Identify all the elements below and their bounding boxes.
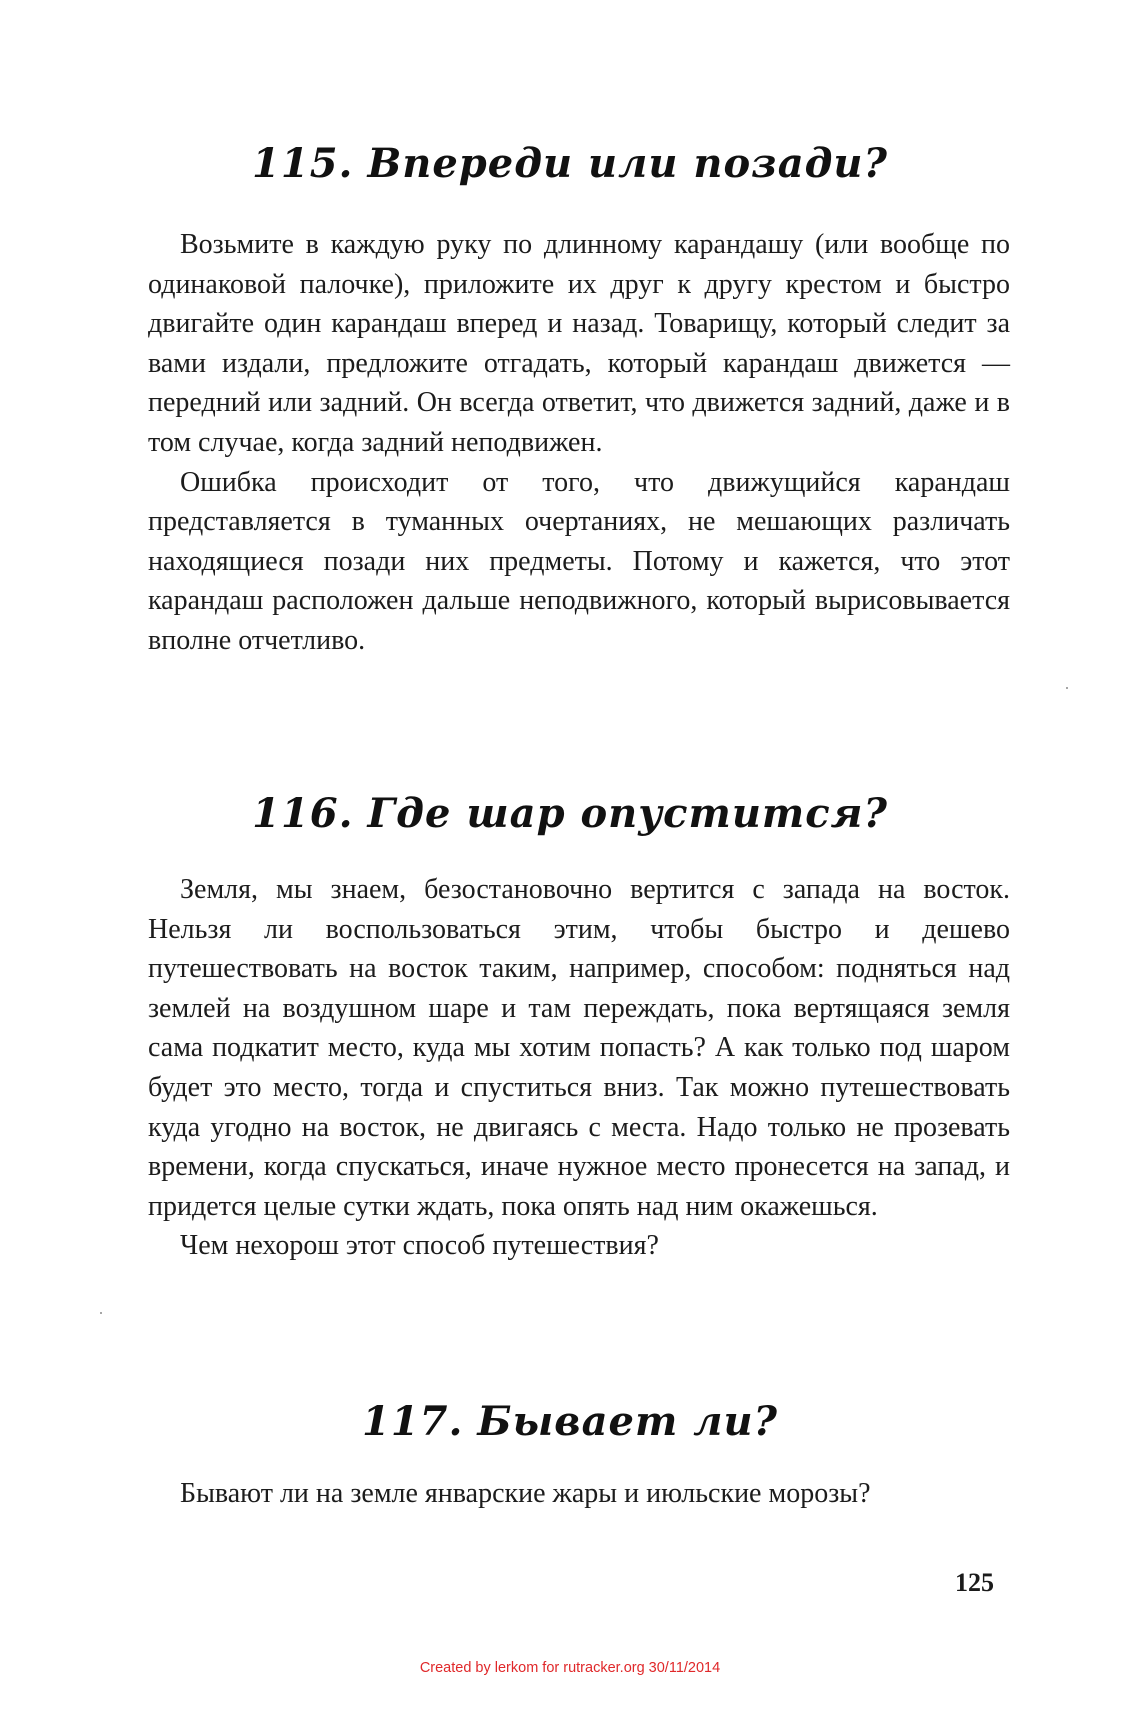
section-117-number: 117.: [362, 1398, 464, 1445]
section-115-body: [148, 225, 1010, 661]
section-117-heading: Бывает ли?: [477, 1398, 778, 1445]
section-117-paragraph-1: Бывают ли на земле январские жары и июльские морозы?: [180, 1478, 871, 1509]
section-115-heading: Впереди или позади?: [367, 140, 888, 187]
page-number: 125: [955, 1568, 994, 1597]
section-115-paragraph-1: Возьмите в каждую руку по длинному карандашу (или вообще по одинаковой палочке), приложите их друг к другу крестом и быстро двигайте один карандаш вперед и назад. Товарищу, который следит за вами издали, предложите отгадать, который карандаш движется — передний или задний. Он всегда ответит, что движется задний, даже и в том случае, когда задний неподвижен.: [148, 229, 1010, 458]
scan-watermark: Created by lerkom for rutracker.org 30/11/2014: [419, 1660, 721, 1676]
scan-speck: [1066, 687, 1068, 689]
section-116-paragraph-1: Земля, мы знаем, безостановочно вертится с запада на восток. Нельзя ли воспользоваться этим, чтобы быстро и дешево путешествовать на восток таким, например, способом: подняться над землей на воздушном шаре и там переждать, пока вертящаяся земля сама подкатит место, куда мы хотим попасть? А как только под шаром будет это место, тогда и спуститься вниз. Так можно путешествовать куда угодно на восток, не двигаясь с места. Надо только не прозевать времени, когда спускаться, иначе нужное место пронесется на запад, и придется целые сутки ждать, пока опять над ним окажешься.: [148, 874, 1010, 1222]
scan-speck: [100, 1312, 102, 1314]
section-115-number: 115.: [252, 140, 354, 187]
section-116-heading: Где шар опустится?: [367, 790, 888, 837]
section-117-body: [148, 1474, 1010, 1514]
section-117-title: [0, 1398, 1140, 1445]
section-116-number: 116.: [252, 790, 354, 837]
section-116-title: [0, 790, 1140, 837]
section-115-paragraph-2: Ошибка происходит от того, что движущийся карандаш представляется в туманных очертаниях, не мешающих различать находящиеся позади них предметы. Потому и кажется, что этот карандаш расположен дальше неподвижного, который вырисовывается вполне отчетливо.: [148, 466, 1010, 656]
section-115-title: [0, 140, 1140, 187]
section-116-paragraph-2: Чем нехорош этот способ путешествия?: [180, 1230, 659, 1262]
section-116-body: [148, 870, 1010, 1266]
